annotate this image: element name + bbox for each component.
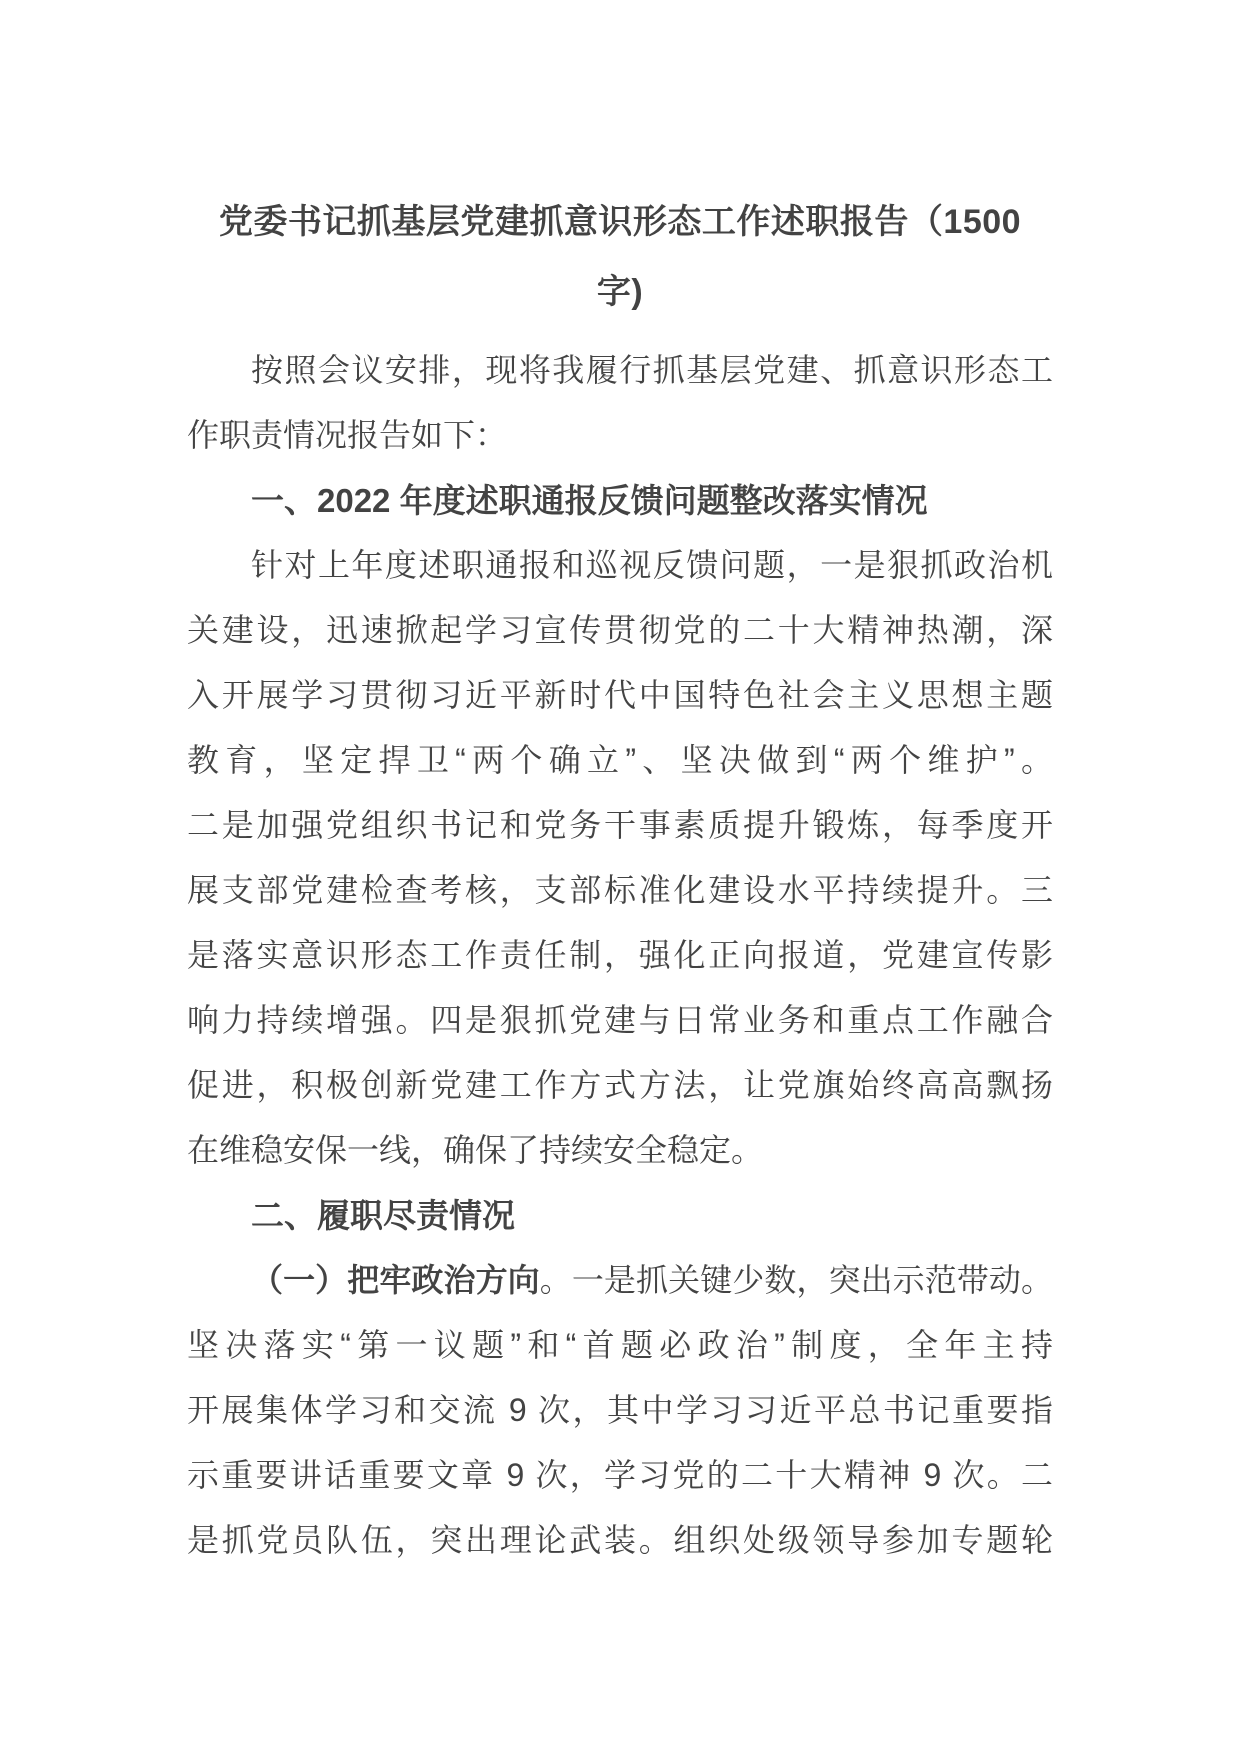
text-line: 在维稳安保一线，确保了持续安全稳定。 [187,1132,764,1168]
text-line: 展支部党建检查考核，支部标准化建设水平持续提升。三 [187,872,1053,908]
section-1-heading: 一、2022 年度述职通报反馈问题整改落实情况 [251,482,928,519]
text-line: 入开展学习贯彻习近平新时代中国特色社会主义思想主题 [187,677,1053,713]
text-line: 示重要讲话重要文章 9 次，学习党的二十大精神 9 次。二 [187,1457,1053,1493]
text-line: 作职责情况报告如下： [187,417,508,453]
intro-paragraph [187,338,1053,468]
text-line: 针对上年度述职通报和巡视反馈问题，一是狠抓政治机 [251,547,1053,583]
section-2-paragraph [187,1248,1053,1573]
title-line-2: 字) [596,273,644,311]
text-line [187,1248,1053,1313]
text-line: 按照会议安排，现将我履行抓基层党建、抓意识形态工 [251,352,1053,388]
text-line: 响力持续增强。四是狠抓党建与日常业务和重点工作融合 [187,1002,1053,1038]
text-line: 促进，积极创新党建工作方式方法，让党旗始终高高飘扬 [187,1067,1053,1103]
title-line-1: 党委书记抓基层党建抓意识形态工作述职报告（1500 [218,203,1022,241]
document-content [187,187,1053,1573]
text-run: 。一是抓关键少数，突出示范带动。 [539,1262,1053,1298]
text-line: 关建设，迅速掀起学习宣传贯彻党的二十大精神热潮，深 [187,612,1053,648]
section-2-heading: 二、履职尽责情况 [251,1197,515,1234]
text-line: 开展集体学习和交流 9 次，其中学习习近平总书记重要指 [187,1392,1053,1428]
subsection-1-lead: （一）把牢政治方向 [251,1262,540,1298]
section-1-paragraph [187,533,1053,1183]
text-line: 教育，坚定捍卫“两个确立”、坚决做到“两个维护”。 [187,742,1053,778]
text-line: 是抓党员队伍，突出理论武装。组织处级领导参加专题轮 [187,1522,1053,1558]
text-line: 二是加强党组织书记和党务干事素质提升锻炼，每季度开 [187,807,1053,843]
text-line: 坚决落实“第一议题”和“首题必政治”制度，全年主持 [187,1327,1053,1363]
text-line: 是落实意识形态工作责任制，强化正向报道，党建宣传影 [187,937,1053,973]
document-title [187,187,1053,327]
